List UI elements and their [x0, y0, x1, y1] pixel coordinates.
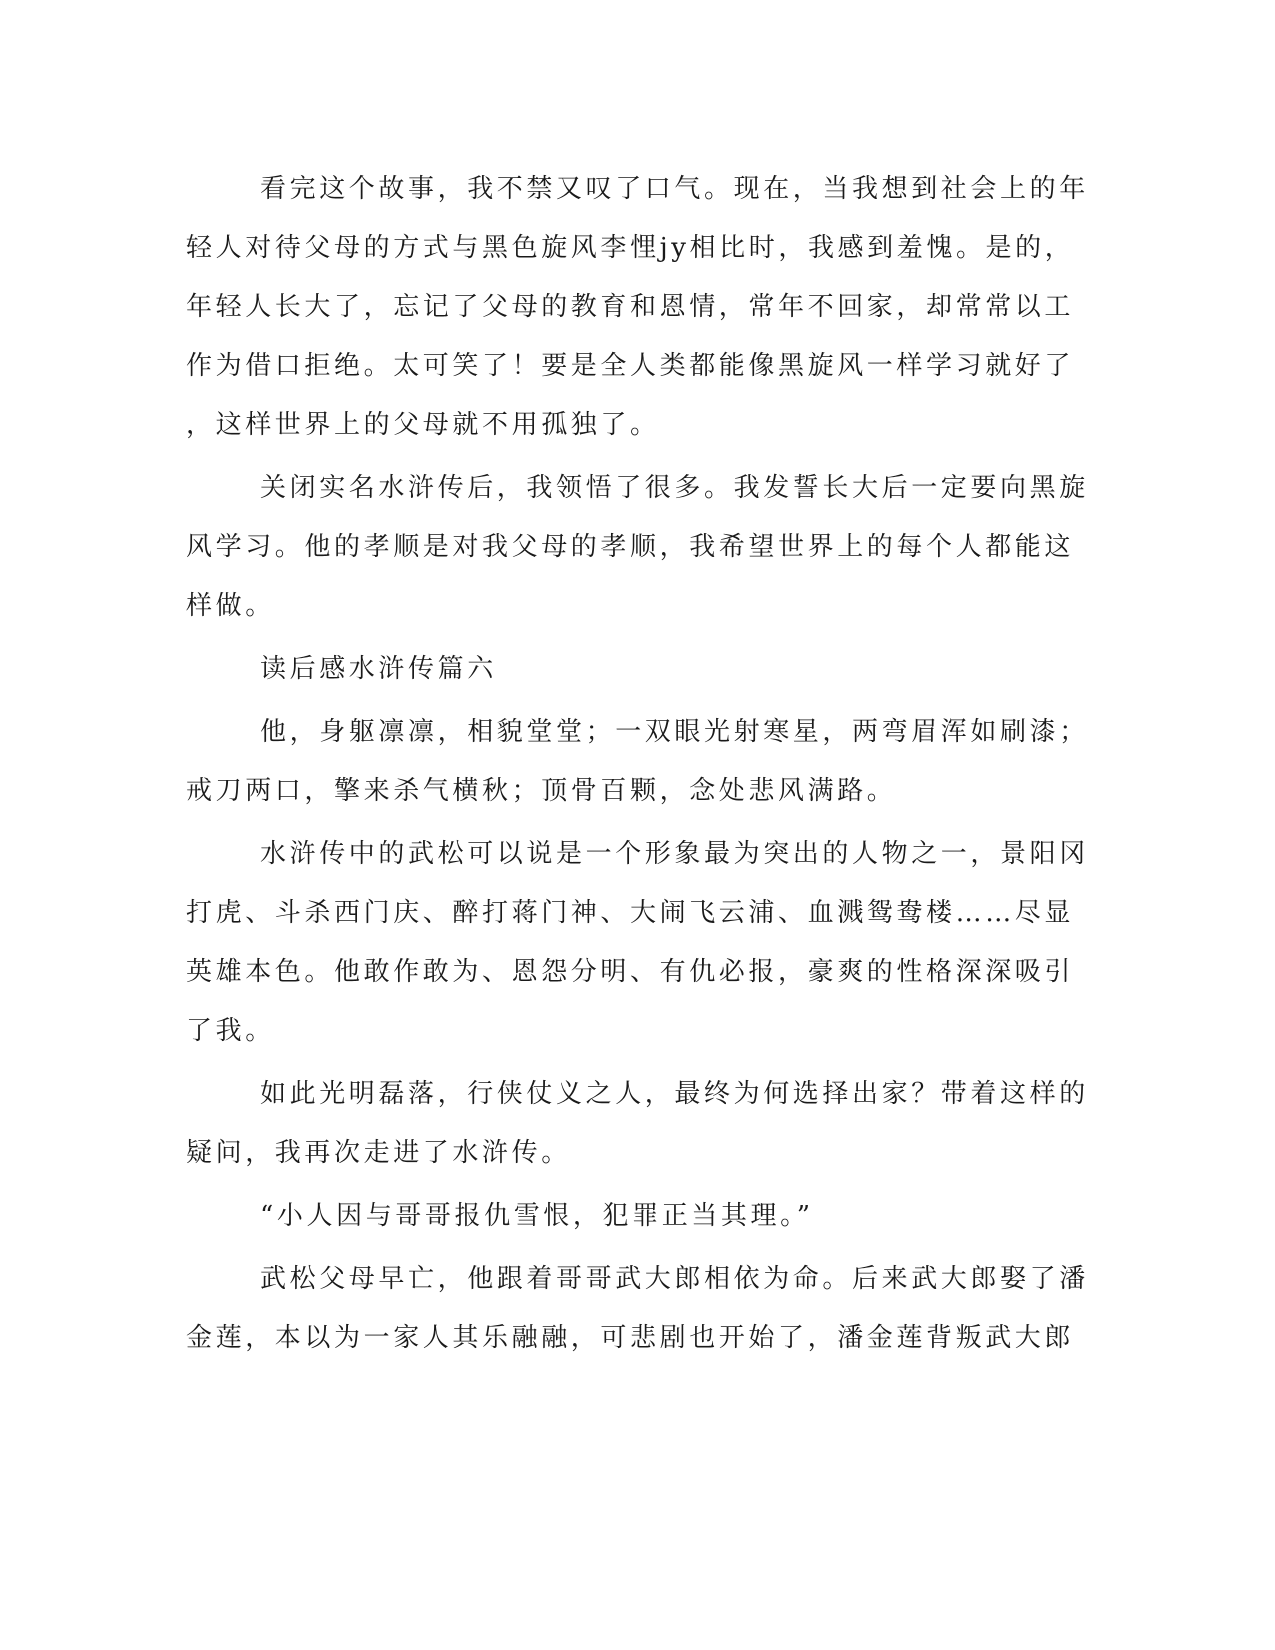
text-line: 如此光明磊落，行侠仗义之人，最终为何选择出家？带着这样的	[260, 1079, 1089, 1109]
paragraph	[186, 1250, 1089, 1368]
paragraph	[186, 160, 1089, 455]
text-line: 他，身躯凛凛，相貌堂堂；一双眼光射寒星，两弯眉浑如刷漆；	[260, 717, 1089, 747]
paragraph	[186, 703, 1089, 821]
text-line: ，这样世界上的父母就不用孤独了。	[186, 410, 660, 440]
text-line: 水浒传中的武松可以说是一个形象最为突出的人物之一，景阳冈	[260, 839, 1089, 869]
document-body	[186, 160, 1089, 1372]
text-line: 英雄本色。他敢作敢为、恩怨分明、有仇必报，豪爽的性格深深吸引	[186, 957, 1075, 987]
text-line: 戒刀两口，擎来杀气横秋；顶骨百颗，念处悲风满路。	[186, 776, 897, 806]
heading-text: 读后感水浒传篇六	[260, 654, 497, 684]
quote-text: “小人因与哥哥报仇雪恨，犯罪正当其理。”	[260, 1201, 814, 1231]
text-line: 武松父母早亡，他跟着哥哥武大郎相依为命。后来武大郎娶了潘	[260, 1264, 1089, 1294]
quote-paragraph	[186, 1187, 1066, 1246]
text-line: 疑问，我再次走进了水浒传。	[186, 1138, 571, 1168]
text-line: 金莲，本以为一家人其乐融融，可悲剧也开始了，潘金莲背叛武大郎	[186, 1323, 1075, 1353]
paragraph	[186, 459, 1089, 636]
text-line: 看完这个故事，我不禁又叹了口气。现在，当我想到社会上的年	[260, 174, 1089, 204]
paragraph	[186, 1065, 1089, 1183]
text-line: 轻人对待父母的方式与黑色旋风李悝jy相比时，我感到羞愧。是的，	[186, 233, 1075, 263]
text-line: 年轻人长大了，忘记了父母的教育和恩情，常年不回家，却常常以工	[186, 292, 1075, 322]
text-line: 风学习。他的孝顺是对我父母的孝顺，我希望世界上的每个人都能这	[186, 532, 1075, 562]
paragraph	[186, 825, 1089, 1061]
text-line: 了我。	[186, 1016, 275, 1046]
text-line: 打虎、斗杀西门庆、醉打蒋门神、大闹飞云浦、血溅鸳鸯楼……尽显	[186, 898, 1075, 928]
text-line: 样做。	[186, 591, 275, 621]
text-line: 关闭实名水浒传后，我领悟了很多。我发誓长大后一定要向黑旋	[260, 473, 1089, 503]
text-line: 作为借口拒绝。太可笑了！要是全人类都能像黑旋风一样学习就好了	[186, 351, 1075, 381]
section-heading	[186, 640, 1066, 699]
